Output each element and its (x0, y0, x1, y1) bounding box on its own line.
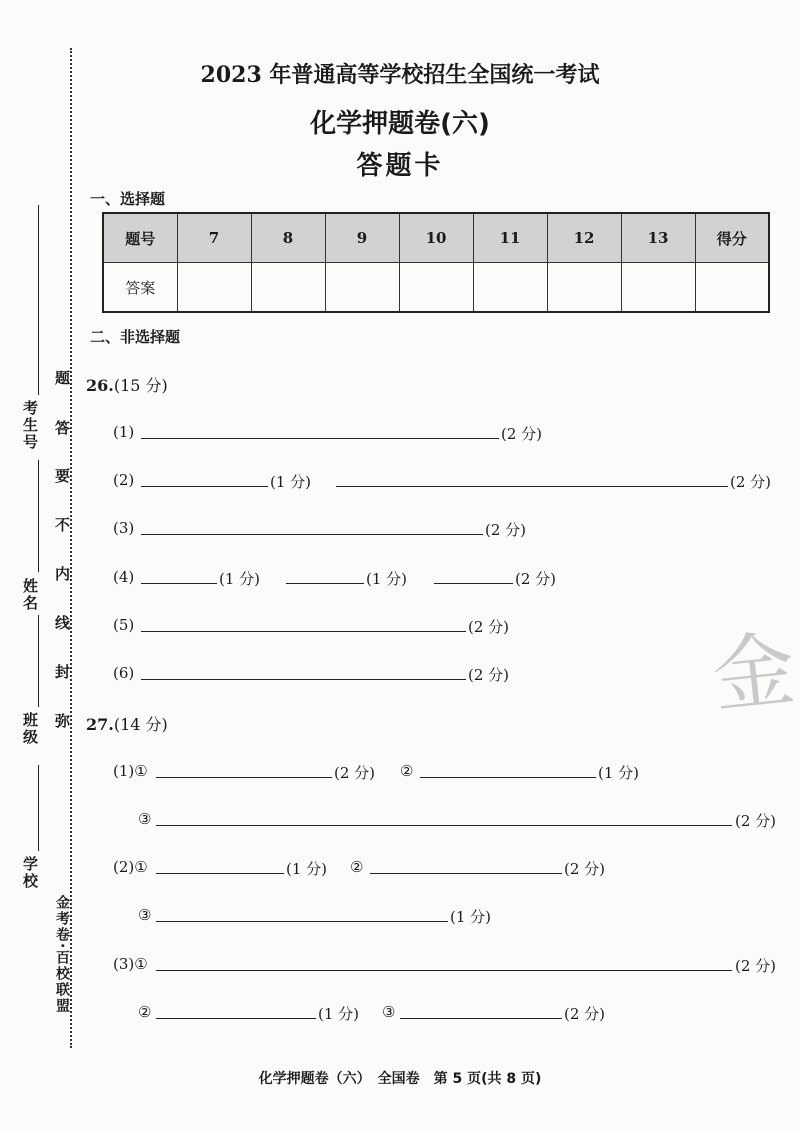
seal-char: 不 (53, 517, 71, 534)
answer-cell[interactable] (621, 263, 695, 313)
q27-1-1-points: (2 分) (334, 764, 376, 782)
q27-2-circle-1: ① (134, 858, 148, 876)
q27-1-3-blank[interactable] (156, 825, 732, 826)
q27-3-2-blank[interactable] (156, 1018, 316, 1019)
q27-3-circle-2: ② (138, 1003, 152, 1021)
q27-2-2-blank[interactable] (370, 873, 562, 874)
table-header-cell: 得分 (695, 213, 769, 263)
exam-number-label: 考生号 (21, 400, 39, 451)
table-header-cell: 12 (547, 213, 621, 263)
school-label: 学校 (21, 856, 39, 890)
exam-title: 2023 年普通高等学校招生全国统一考试 (200, 62, 600, 88)
q27-3-number: (3)① (113, 955, 148, 973)
q27-heading: 27.(14 分) (86, 715, 168, 734)
q27-2-3-points: (1 分) (450, 908, 492, 926)
q26-score: (15 分) (113, 376, 168, 395)
q26-2-number: (2) (113, 471, 135, 489)
q27-1-circle-2: ② (400, 762, 414, 780)
page-footer: 化学押题卷（六） 全国卷 第 5 页(共 8 页) (258, 1071, 542, 1087)
paper-title: 化学押题卷(六) (310, 109, 490, 139)
q27-1-circle-3: ③ (138, 810, 152, 828)
seal-char: 弥 (53, 713, 71, 730)
answer-cell[interactable] (399, 263, 473, 313)
q27-1-2-points: (1 分) (598, 764, 640, 782)
multiple-choice-table (102, 212, 770, 313)
q26-2-points-a: (1 分) (270, 473, 312, 491)
seal-char: 题 (53, 370, 71, 387)
q26-4-points-a: (1 分) (219, 570, 261, 588)
q26-4-blank-c[interactable] (434, 583, 513, 584)
q27-2-2-points: (2 分) (564, 860, 606, 878)
name-label: 姓名 (21, 578, 39, 612)
q26-2-blank-a[interactable] (141, 486, 268, 487)
answer-row-label: 答案 (103, 263, 177, 313)
seal-char: 线 (53, 615, 71, 632)
q26-5-points: (2 分) (468, 618, 510, 636)
class-blank (38, 615, 39, 707)
q27-1-2-blank[interactable] (420, 777, 596, 778)
q26-3-number: (3) (113, 519, 135, 537)
brand-label: 金考卷·百校联盟 (54, 895, 70, 1015)
section-multiple-choice-title: 一、选择题 (90, 190, 166, 208)
q26-5-number: (5) (113, 616, 135, 634)
watermark-stamp: 金 (707, 621, 800, 725)
table-header-cell: 13 (621, 213, 695, 263)
q26-6-blank[interactable] (141, 679, 466, 680)
table-header-cell: 8 (251, 213, 325, 263)
q26-2-blank-b[interactable] (336, 486, 728, 487)
q27-1-3-points: (2 分) (735, 812, 777, 830)
q27-2-1-points: (1 分) (286, 860, 328, 878)
q27-2-circle-2: ② (350, 858, 364, 876)
table-header-cell: 10 (399, 213, 473, 263)
answer-sheet-title: 答题卡 (356, 151, 444, 181)
q26-4-blank-b[interactable] (286, 583, 364, 584)
answer-cell[interactable] (547, 263, 621, 313)
table-header-cell: 题号 (103, 213, 177, 263)
q27-1-circle-1: ① (134, 762, 148, 780)
q26-5-blank[interactable] (141, 631, 466, 632)
q27-1-1-blank[interactable] (156, 777, 332, 778)
q26-3-points: (2 分) (485, 521, 527, 539)
table-header-cell: 7 (177, 213, 251, 263)
q26-2-points-b: (2 分) (730, 473, 772, 491)
q27-2-3-blank[interactable] (156, 921, 448, 922)
answer-cell[interactable] (325, 263, 399, 313)
q26-4-points-c: (2 分) (515, 570, 557, 588)
answer-cell[interactable] (473, 263, 547, 313)
seal-char: 封 (53, 664, 71, 681)
score-cell[interactable] (695, 263, 769, 313)
q27-3-3-blank[interactable] (400, 1018, 562, 1019)
q26-4-blank-a[interactable] (141, 583, 217, 584)
seal-char: 要 (53, 468, 71, 485)
q27-3-3-points: (2 分) (564, 1005, 606, 1023)
q27-3-circle-3: ③ (382, 1003, 396, 1021)
answer-cell[interactable] (251, 263, 325, 313)
section-non-choice-title: 二、非选择题 (90, 328, 181, 346)
q26-heading: 26.(15 分) (86, 376, 168, 395)
seal-char: 答 (53, 420, 71, 437)
q27-1-number: (1)① (113, 762, 148, 780)
table-header-cell: 11 (473, 213, 547, 263)
q27-3-1-blank[interactable] (156, 970, 732, 971)
q26-4-points-b: (1 分) (366, 570, 408, 588)
name-blank (38, 460, 39, 572)
seal-char: 内 (53, 566, 71, 583)
q26-6-points: (2 分) (468, 666, 510, 684)
q27-score: (14 分) (113, 715, 168, 734)
q27-2-circle-3: ③ (138, 906, 152, 924)
q27-3-2-points: (1 分) (318, 1005, 360, 1023)
answer-cell[interactable] (177, 263, 251, 313)
q26-1-points: (2 分) (501, 425, 543, 443)
q27-3-circle-1: ① (134, 955, 148, 973)
q26-1-number: (1) (113, 423, 135, 441)
q26-3-blank[interactable] (141, 534, 483, 535)
q27-2-1-blank[interactable] (156, 873, 284, 874)
exam-number-blank (38, 205, 39, 395)
q26-6-number: (6) (113, 664, 135, 682)
school-blank (38, 765, 39, 851)
q27-2-number: (2)① (113, 858, 148, 876)
q26-1-blank[interactable] (141, 438, 499, 439)
q27-3-1-points: (2 分) (735, 957, 777, 975)
table-header-cell: 9 (325, 213, 399, 263)
class-label: 班级 (21, 712, 39, 746)
q26-4-number: (4) (113, 568, 135, 586)
